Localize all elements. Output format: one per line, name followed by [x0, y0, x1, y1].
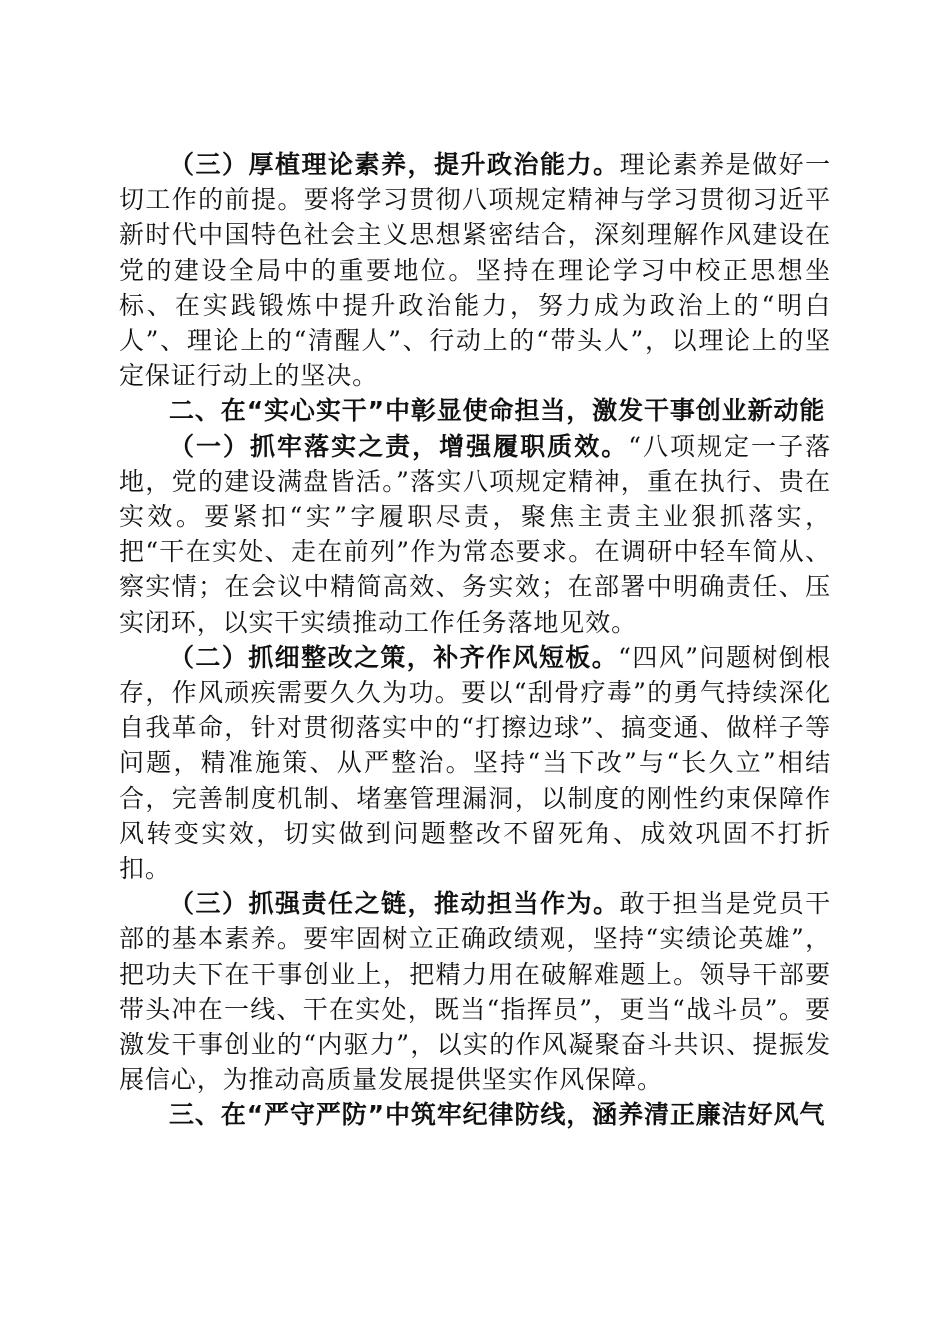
paragraph-lead: （一）抓牢落实之责，增强履职质效。 [169, 431, 629, 461]
paragraph-lead: （二）抓细整改之策，补齐作风短板。 [169, 642, 619, 672]
paragraph-text: 敢于担当是党员干部的基本素养。要牢固树立正确政绩观，坚持“实绩论英雄”，把功夫下在干事创业上，把精力用在破解难题上。领导干部要带头冲在一线、干在实处，既当“指挥员”，更当“战斗员”。要激发干事创业的“内驱力”，以实的作风凝聚奋斗共识、提振发展信心，为推动高质量发展提供坚实作风保障。 [119, 889, 831, 1095]
paragraph-text: 理论素养是做好一切工作的前提。要将学习贯彻八项规定精神与学习贯彻习近平新时代中国特色社会主义思想紧密结合，深刻理解作风建设在党的建设全局中的重要地位。坚持在理论学习中校正思想坐标、在实践锻炼中提升政治能力，努力成为政治上的“明白人”、理论上的“清醒人”、行动上的“带头人”，以理论上的坚定保证行动上的坚决。 [119, 150, 831, 391]
paragraph-text: “四风”问题树倒根存，作风顽疾需要久久为功。要以“刮骨疗毒”的勇气持续深化自我革命，针对贯彻落实中的“打擦边球”、搞变通、做样子等问题，精准施策、从严整治。坚持“当下改”与“长久立”相结合，完善制度机制、堵塞管理漏洞，以制度的刚性约束保障作风转变实效，切实做到问题整改不留死角、成效巩固不打折扣。 [119, 642, 831, 884]
paragraph-responsibility [119, 886, 831, 1097]
paragraph-text: “八项规定一子落地，党的建设满盘皆活。”落实八项规定精神，重在执行、贵在实效。要紧扣“实”字履职尽责，聚焦主责主业狠抓落实，把“干在实处、走在前列”作为常态要求。在调研中轻车简从、察实情；在会议中精简高效、务实效；在部署中明确责任、压实闭环，以实干实绩推动工作任务落地见效。 [119, 431, 831, 637]
section-heading-3: 三、在“严守严防”中筑牢纪律防线，涵养清正廉洁好风气 [169, 1100, 826, 1130]
paragraph-theory [119, 147, 831, 393]
paragraph-lead: （三）厚植理论素养，提升政治能力。 [169, 150, 620, 179]
document-body [119, 147, 831, 1133]
paragraph-implementation [119, 429, 831, 640]
section-heading-2: 二、在“实心实干”中彰显使命担当，激发干事创业新动能 [169, 396, 826, 426]
paragraph-rectification [119, 640, 831, 886]
paragraph-lead: （三）抓强责任之链，推动担当作为。 [169, 889, 620, 919]
